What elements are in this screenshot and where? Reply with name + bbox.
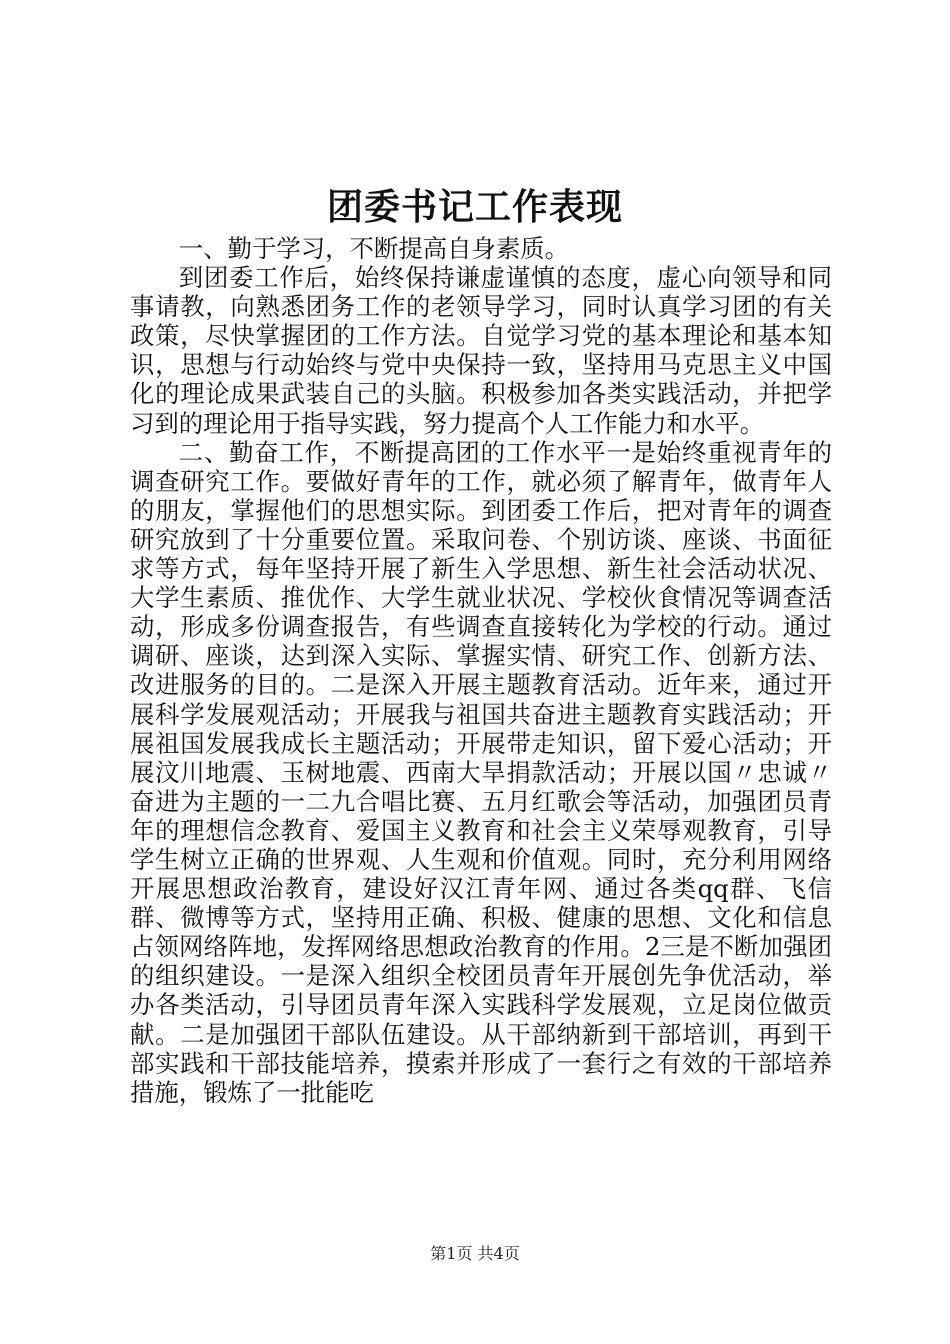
paragraph-section-1-heading: 一、勤于学习，不断提高自身素质。 [178, 234, 570, 263]
paragraph-work: 二、勤奋工作，不断提高团的工作水平一是始终重视青年的调查研究工作。要做好青年的工作，就必须了解青年，做青年人的朋友，掌握他们的思想实际。到团委工作后，把对青年的调查研究放到了十分重要位置。采取问卷、个别访谈、座谈、书面征求等方式，每年坚持开展了新生入学思想、新生社会活动状况、大学生素质、推优作、大学生就业状况、学校伙食情况等调查活动，形成多份调查报告，有些调查直接转化为学校的行动。通过调研、座谈，达到深入实际、掌握实情、研究工作、创新方法、改进服务的目的。二是深入开展主题教育活动。近年来，通过开展科学发展观活动；开展我与祖国共奋进主题教育实践活动；开展祖国发展我成长主题活动；开展带走知识，留下爱心活动；开展汶川地震、玉树地震、西南大旱捐款活动；开展以国〃忠诚〃奋进为主题的一二九合唱比赛、五月红歌会等活动，加强团员青年的理想信念教育、爱国主义教育和社会主义荣辱观教育，引导学生树立正确的世界观、人生观和价值观。同时，充分利用网络开展思想政治教育，建设好汉江青年网、通过各类qq群、飞信群、微博等方式，坚持用正确、积极、健康的思想、文化和信息占领网络阵地，发挥网络思想政治教育的作用。2三是不断加强团的组织建设。一是深入组织全校团员青年开展创先争优活动，举办各类活动，引导团员青年深入实践科学发展观，立足岗位做贡献。二是加强团干部队伍建设。从干部纳新到干部培训，再到干部实践和干部技能培养，摸索并形成了一套行之有效的干部培养措施，锻炼了一批能吃 [130, 437, 832, 1107]
document-body [130, 234, 832, 1107]
paragraph-study: 到团委工作后，始终保持谦虚谨慎的态度，虚心向领导和同事请教，向熟悉团务工作的老领导学习，同时认真学习团的有关政策，尽快掌握团的工作方法。自觉学习党的基本理论和基本知识，思想与行动始终与党中央保持一致，坚持用马克思主义中国化的理论成果武装自己的头脑。积极参加各类实践活动，并把学习到的理论用于指导实践，努力提高个人工作能力和水平。 [130, 263, 832, 438]
document-title: 团委书记工作表现 [326, 187, 623, 228]
page-number-footer: 第1页 共4页 [430, 1244, 520, 1263]
